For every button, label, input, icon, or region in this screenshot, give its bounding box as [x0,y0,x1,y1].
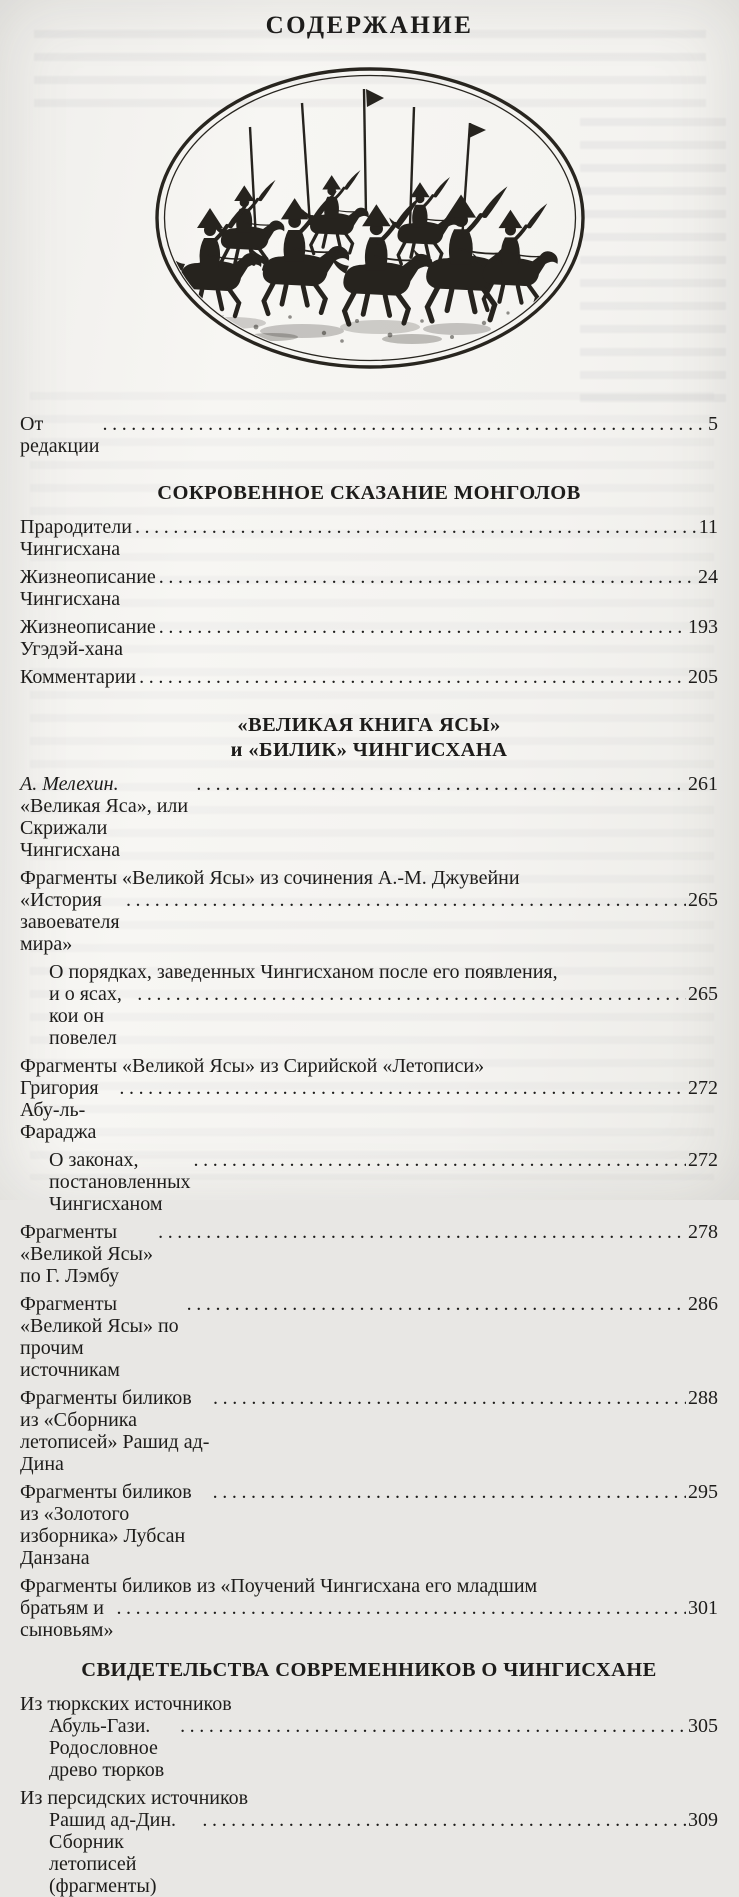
toc-entry [20,773,718,861]
dot-leader [119,1077,686,1099]
section-heading [20,1658,718,1683]
toc-entry-line [20,1575,718,1597]
toc-entry [20,516,718,560]
dot-leader [159,616,686,638]
toc-page-number: 288 [688,1387,718,1409]
toc-entry-text: «История завоевателя мира» [20,889,120,955]
toc-entry-line [20,413,718,457]
toc-entry [20,1149,718,1215]
toc-entry [20,961,718,1049]
toc-page-number: 205 [688,666,718,688]
dot-leader [159,566,696,588]
toc-section-sokrovennoe-skazanie-mongolov [20,481,718,688]
toc-entry-text: Из персидских источников [20,1787,249,1809]
toc-page-number: 11 [698,516,718,538]
dot-leader [213,1387,686,1409]
toc-entry [20,413,718,457]
section-heading [20,481,718,506]
toc-entry-text: братьям и сыновьям» [20,1597,114,1641]
toc-entry-text: и о ясах, кои он повелел [49,983,122,1049]
toc-entry-text: Рашид ад-Дин. Сборник летописей (фрагменты) [49,1809,177,1897]
page-title: СОДЕРЖАНИЕ [265,12,474,39]
toc-entry-text: От редакции [20,413,100,457]
dot-leader [116,1597,686,1619]
toc-entry-line [20,1597,718,1641]
toc-entry [20,1293,718,1381]
toc-entry [20,1693,718,1781]
dot-leader [202,1809,686,1831]
toc-entry-text: Фрагменты биликов из «Поучений Чингисхана его младшим [20,1575,538,1597]
toc-page-number: 5 [708,413,718,435]
toc-page-number: 24 [698,566,718,588]
toc-entry-line [20,1149,718,1215]
toc-entry [20,1221,718,1287]
toc-entry-line [20,1293,718,1381]
section-heading-line: и «БИЛИК» ЧИНГИСХАНА [230,739,508,761]
toc-entry [20,1387,718,1475]
toc-entry-text: Фрагменты «Великой Ясы» из сочинения А.-М. Джувейни [20,867,520,889]
toc-entry [20,1787,718,1897]
toc-entry-line [20,1221,718,1287]
toc-entry-text: Фрагменты «Великой Ясы» из Сирийской «Летописи» [20,1055,485,1077]
toc-entry-line [20,1809,718,1897]
toc-entry-line [20,666,718,688]
dot-leader [196,773,686,795]
toc-entry-text: Григория Абу-ль-Фараджа [20,1077,99,1143]
toc-section-front-matter [20,413,718,457]
dot-leader [194,1149,686,1171]
section-heading-line: СВИДЕТЕЛЬСТВА СОВРЕМЕННИКОВ О ЧИНГИСХАНЕ [81,1659,657,1681]
toc-page-number: 286 [688,1293,718,1315]
toc-entry [20,1575,718,1641]
toc-entry-line [20,1787,718,1809]
toc-entry-text: Абуль-Гази. Родословное древо тюрков [49,1715,165,1781]
toc-entry-line [20,566,718,610]
toc-entry-text: О порядках, заведенных Чингисханом после его появления, [49,961,558,983]
toc-entry [20,1055,718,1143]
toc-entry-text: Комментарии [20,666,137,688]
section-heading [20,713,718,763]
dot-leader [126,889,686,911]
toc-page-number: 265 [688,983,718,1005]
dot-leader [135,516,697,538]
toc-entry-text: Жизнеописание Угэдэй-хана [20,616,156,660]
toc-page-number: 193 [688,616,718,638]
toc-page-number: 265 [688,889,718,911]
toc-entry-text: Фрагменты «Великой Ясы» по прочим источникам [20,1293,179,1381]
toc-page-number: 261 [688,773,718,795]
toc-entry-line [20,1077,718,1143]
section-heading-line: «ВЕЛИКАЯ КНИГА ЯСЫ» [237,714,501,736]
toc-entry-text: Фрагменты биликов из «Сборника летописей» Рашид ад-Дина [20,1387,210,1475]
toc-page-number: 301 [688,1597,718,1619]
dot-leader [139,666,686,688]
toc-page-number: 295 [688,1481,718,1503]
dot-leader [180,1715,686,1737]
toc-entry [20,616,718,660]
toc-entry-line [20,1715,718,1781]
toc-page-number: 272 [688,1077,718,1099]
toc-section-velikaya-kniga-yasy-i-bilik-chingiskhana [20,713,718,1641]
toc-entry-line [20,516,718,560]
toc-page-number: 272 [688,1149,718,1171]
toc-entry-text: А. Мелехин. «Великая Яса», или Скрижали Чингисхана [20,773,189,861]
bleed-through-texture [580,118,726,408]
mongol-cavalry-illustration [152,65,588,371]
toc-entry [20,566,718,610]
toc-entry-text: Прародители Чингисхана [20,516,132,560]
toc-entry-line [20,773,718,861]
toc-entry-line [20,1481,718,1569]
toc-entry-line [20,961,718,983]
toc-page-number: 305 [688,1715,718,1737]
toc-entry-line [20,867,718,889]
dot-leader [137,983,686,1005]
toc-entry-line [20,1693,718,1715]
toc-entry-text: Жизнеописание Чингисхана [20,566,156,610]
toc-page-number: 278 [688,1221,718,1243]
toc-entry-line [20,1055,718,1077]
toc-entry-line [20,616,718,660]
toc-entry-line [20,889,718,955]
toc-page-number: 309 [688,1809,718,1831]
toc-entry [20,666,718,688]
riders [169,89,558,344]
toc-entry-text: Из тюркских источников [20,1693,232,1715]
toc-entry-line [20,983,718,1049]
toc-entry-text: Фрагменты биликов из «Золотого изборника» Лубсан Данзана [20,1481,192,1569]
section-heading-line: СОКРОВЕННОЕ СКАЗАНИЕ МОНГОЛОВ [157,482,581,504]
toc-section-svidetelstva-sovremennikov-o-chingiskhane [20,1658,718,1897]
toc-entry-author: А. Мелехин. [20,773,119,795]
dot-leader [187,1293,686,1315]
toc-entry-text: О законах, постановленных Чингисханом [49,1149,191,1215]
toc-entry-line [20,1387,718,1475]
dot-leader [103,413,707,435]
toc-entry [20,1481,718,1569]
table-of-contents [0,413,739,1897]
toc-entry-text: Фрагменты «Великой Ясы» по Г. Лэмбу [20,1221,153,1287]
toc-entry [20,867,718,955]
dot-leader [213,1481,686,1503]
dot-leader [158,1221,686,1243]
